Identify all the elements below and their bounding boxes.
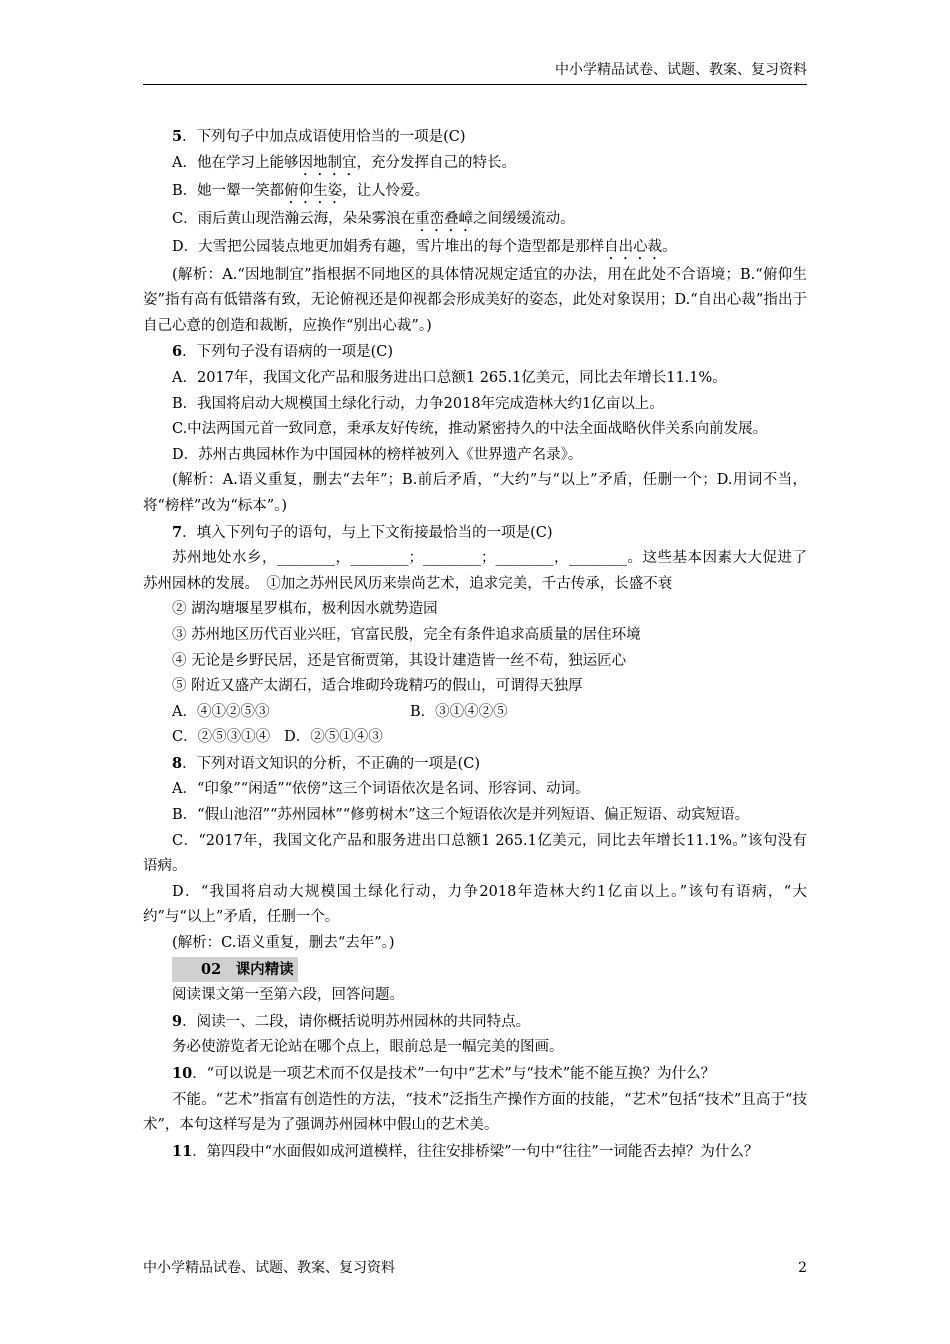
q6-option-d: D．苏州古典园林作为中国园林的榜样被列入《世界遗产名录》。 bbox=[172, 446, 583, 463]
q7-stem: 7．填入下列句子的语句，与上下文衔接最恰当的一项是(C) bbox=[172, 523, 553, 541]
section-heading: 02 课内精读 bbox=[143, 957, 807, 984]
q5-option-d: D．大雪把公园装点地更加娟秀有趣，雪片堆出的每个造型都是那样自出心裁。 bbox=[172, 238, 677, 255]
q5-option-c: C．雨后黄山现浩瀚云海，朵朵雾浪在重峦叠嶂之间缓缓流动。 bbox=[172, 210, 575, 227]
page-content bbox=[143, 124, 807, 1165]
header-rule bbox=[143, 84, 807, 85]
q9-answer: 务必使游览者无论站在哪个点上，眼前总是一幅完美的图画。 bbox=[172, 1039, 564, 1056]
q7-item-5: ⑤ 附近又盛产太湖石，适合堆砌玲珑精巧的假山，可谓得天独厚 bbox=[172, 678, 583, 695]
q11-stem: 11．第四段中“水面假如成河道模样，往往安排桥梁”一句中“往往”一词能否去掉？为什么？ bbox=[172, 1142, 759, 1160]
dotted-idiom: 自出心裁 bbox=[604, 238, 663, 255]
q8-stem: 8．下列对语文知识的分析，不正确的一项是(C) bbox=[172, 754, 481, 772]
dotted-idiom: 重峦叠嶂 bbox=[415, 210, 474, 227]
page-number: 2 bbox=[798, 1260, 807, 1276]
q7-item-4: ④ 无论是乡野民居，还是官衙贾第，其设计建造皆一丝不苟，独运匠心 bbox=[172, 652, 627, 669]
q7-passage: 苏州地处水乡，________，________；________；________，________。这些基本因素大大促进了苏州园林的发展。 ①加之苏州民风历来崇尚艺术，追求完美，千古传承，长盛不衰 bbox=[143, 550, 807, 592]
q6-option-a: A．2017年，我国文化产品和服务进出口总额1 265.1亿美元，同比去年增长11.1%。 bbox=[172, 369, 727, 386]
q10-answer: 不能。“艺术”指富有创造性的方法，“技术”泛指生产操作方面的技能，“艺术”包括“技术”且高于“技术”，本句这样写是为了强调苏州园林中假山的艺术美。 bbox=[143, 1091, 807, 1134]
q8-analysis: (解析：C.语义重复，删去“去年”。) bbox=[172, 935, 395, 952]
q8-option-c: C．“2017年，我国文化产品和服务进出口总额1 265.1亿美元，同比去年增长11.1%。”该句没有语病。 bbox=[143, 832, 807, 875]
q5-option-a: A．他在学习上能够因地制宜，充分发挥自己的特长。 bbox=[172, 154, 516, 171]
q6-stem: 6．下列句子没有语病的一项是(C) bbox=[172, 343, 394, 361]
dotted-idiom: 俯仰生姿 bbox=[284, 182, 343, 199]
q8-option-b: B．“假山池沼”“苏州园林”“修剪树木”这三个短语依次是并列短语、偏正短语、动宾短语。 bbox=[172, 807, 750, 824]
q5-analysis: (解析：A.“因地制宜”指根据不同地区的具体情况规定适宜的办法，用在此处不合语境；B.“俯仰生姿”指有高有低错落有致，无论俯视还是仰视都会形成美好的姿态，此处对象误用；D.“自出心裁”指出于自己心意的创造和裁断，应换作“别出心裁”。) bbox=[143, 266, 807, 334]
q5-stem: 5．下列句子中加点成语使用恰当的一项是(C) bbox=[172, 128, 466, 145]
q7-item-3: ③ 苏州地区历代百业兴旺，官富民殷，完全有条件追求高质量的居住环境 bbox=[172, 626, 641, 643]
q10-stem: 10．“可以说是一项艺术而不仅是技术”一句中“艺术”与“技术”能不能互换？为什么？ bbox=[172, 1065, 716, 1082]
dotted-idiom: 因地制宜 bbox=[298, 154, 357, 171]
q6-option-b: B．我国将启动大规模国土绿化行动，力争2018年完成造林大约1亿亩以上。 bbox=[172, 395, 664, 412]
page-footer: 中小学精品试卷、试题、教案、复习资料 bbox=[143, 1260, 395, 1276]
q8-option-d: D．“我国将启动大规模国土绿化行动，力争2018年造林大约1亿亩以上。”该句有语病，“大约”与“以上”矛盾，任删一个。 bbox=[143, 883, 807, 926]
q8-option-a: A．“印象”“闲适”“依傍”这三个词语依次是名词、形容词、动词。 bbox=[172, 781, 590, 798]
q6-option-c: C.中法两国元首一致同意，秉承友好传统，推动紧密持久的中法全面战略伙伴关系向前发展。 bbox=[172, 421, 768, 438]
page-header: 中小学精品试卷、试题、教案、复习资料 bbox=[555, 62, 807, 78]
q7-item-2: ② 湖沟塘堰星罗棋布，极利因水就势造园 bbox=[172, 601, 438, 618]
reading-intro: 阅读课文第一至第六段，回答问题。 bbox=[172, 987, 404, 1004]
q9-stem: 9．阅读一、二段，请你概括说明苏州园林的共同特点。 bbox=[172, 1012, 531, 1030]
q5-option-b: B．她一颦一笑都俯仰生姿，让人怜爱。 bbox=[172, 182, 430, 199]
q7-options-ab: A．④①②⑤③ B．③①④②⑤ bbox=[172, 703, 508, 720]
q7-options-cd: C．②⑤③①④ D．②⑤①④③ bbox=[172, 729, 383, 746]
q6-analysis: (解析：A.语义重复，删去“去年”；B.前后矛盾，“大约”与“以上”矛盾，任删一个；D.用词不当，将“榜样”改为“标本”。) bbox=[143, 472, 807, 514]
